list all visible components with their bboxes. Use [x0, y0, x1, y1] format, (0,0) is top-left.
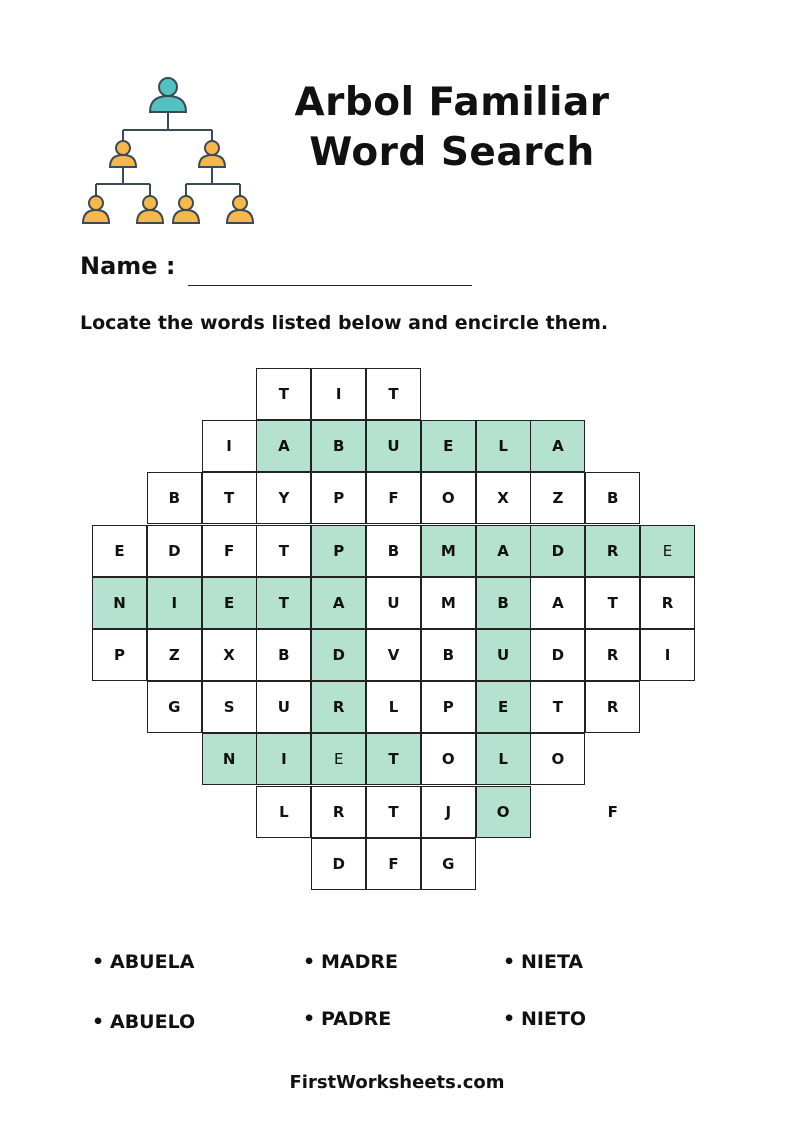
- grid-cell[interactable]: D: [147, 525, 202, 577]
- grid-cell[interactable]: E: [202, 577, 257, 629]
- grid-cell[interactable]: N: [92, 577, 147, 629]
- grid-cell[interactable]: L: [476, 420, 531, 472]
- grid-cell[interactable]: O: [530, 733, 585, 785]
- bullet-icon: •: [303, 951, 316, 973]
- grid-cell[interactable]: F: [202, 525, 257, 577]
- grid-cell[interactable]: D: [530, 525, 585, 577]
- grid-cell[interactable]: B: [256, 629, 311, 681]
- grid-cell[interactable]: L: [256, 786, 311, 838]
- grid-cell[interactable]: F: [366, 472, 421, 524]
- word-label: MADRE: [321, 951, 398, 973]
- grid-cell[interactable]: D: [311, 838, 366, 890]
- grid-cell[interactable]: T: [366, 368, 421, 420]
- grid-cell[interactable]: X: [202, 629, 257, 681]
- grid-cell[interactable]: T: [256, 368, 311, 420]
- bullet-icon: •: [503, 951, 516, 973]
- grid-cell[interactable]: A: [530, 577, 585, 629]
- bullet-icon: •: [303, 1008, 316, 1030]
- grid-cell[interactable]: A: [530, 420, 585, 472]
- grid-cell[interactable]: E: [311, 733, 366, 785]
- footer-site: FirstWorksheets.com: [289, 1072, 505, 1093]
- grid-cell[interactable]: T: [202, 472, 257, 524]
- grid-cell[interactable]: Z: [530, 472, 585, 524]
- word-list-item: [503, 951, 583, 973]
- grid-cell[interactable]: Y: [256, 472, 311, 524]
- grid-cell[interactable]: Z: [147, 629, 202, 681]
- grid-cell[interactable]: T: [530, 681, 585, 733]
- instructions: Locate the words listed below and encircle them.: [80, 312, 609, 334]
- bullet-icon: •: [503, 1008, 516, 1030]
- title-line-2: Word Search: [309, 130, 595, 175]
- grid-cell[interactable]: U: [476, 629, 531, 681]
- grid-cell[interactable]: R: [311, 786, 366, 838]
- grid-cell[interactable]: N: [202, 733, 257, 785]
- word-label: NIETA: [521, 951, 584, 973]
- grid-cell[interactable]: X: [476, 472, 531, 524]
- grid-cell[interactable]: R: [640, 577, 695, 629]
- grid-cell[interactable]: P: [92, 629, 147, 681]
- grid-stray-letter: F: [607, 802, 618, 821]
- grid-cell[interactable]: O: [421, 733, 476, 785]
- word-list-item: [92, 951, 194, 973]
- grid-cell[interactable]: G: [147, 681, 202, 733]
- grid-cell[interactable]: U: [366, 420, 421, 472]
- grid-cell[interactable]: I: [311, 368, 366, 420]
- grid-cell[interactable]: U: [366, 577, 421, 629]
- grid-cell[interactable]: F: [366, 838, 421, 890]
- grid-cell[interactable]: D: [530, 629, 585, 681]
- grid-cell[interactable]: R: [311, 681, 366, 733]
- word-list-item: [503, 1008, 586, 1030]
- bullet-icon: •: [92, 1011, 105, 1033]
- grid-cell[interactable]: A: [311, 577, 366, 629]
- grid-cell[interactable]: B: [585, 472, 640, 524]
- grid-cell[interactable]: G: [421, 838, 476, 890]
- grid-cell[interactable]: V: [366, 629, 421, 681]
- grid-cell[interactable]: P: [421, 681, 476, 733]
- grid-cell[interactable]: S: [202, 681, 257, 733]
- word-label: ABUELA: [110, 951, 195, 973]
- word-list-item: [303, 951, 398, 973]
- grid-cell[interactable]: M: [421, 525, 476, 577]
- grid-cell[interactable]: E: [421, 420, 476, 472]
- grid-cell[interactable]: I: [202, 420, 257, 472]
- grid-cell[interactable]: D: [311, 629, 366, 681]
- grid-cell[interactable]: B: [311, 420, 366, 472]
- grid-cell[interactable]: U: [256, 681, 311, 733]
- grid-cell[interactable]: O: [476, 786, 531, 838]
- grid-cell[interactable]: E: [640, 525, 695, 577]
- grid-cell[interactable]: A: [476, 525, 531, 577]
- grid-cell[interactable]: O: [421, 472, 476, 524]
- grid-cell[interactable]: M: [421, 577, 476, 629]
- word-label: PADRE: [321, 1008, 392, 1030]
- grid-cell[interactable]: P: [311, 525, 366, 577]
- grid-cell[interactable]: A: [256, 420, 311, 472]
- grid-cell[interactable]: P: [311, 472, 366, 524]
- grid-cell[interactable]: L: [366, 681, 421, 733]
- word-list-item: [92, 1011, 195, 1033]
- grid-cell[interactable]: B: [366, 525, 421, 577]
- bullet-icon: •: [92, 951, 105, 973]
- word-label: ABUELO: [110, 1011, 196, 1033]
- grid-cell[interactable]: E: [92, 525, 147, 577]
- grid-cell[interactable]: T: [256, 577, 311, 629]
- grid-cell[interactable]: I: [256, 733, 311, 785]
- title-line-1: Arbol Familiar: [294, 80, 610, 125]
- grid-cell[interactable]: T: [366, 786, 421, 838]
- grid-cell[interactable]: R: [585, 681, 640, 733]
- grid-cell[interactable]: I: [640, 629, 695, 681]
- word-label: NIETO: [521, 1008, 587, 1030]
- grid-cell[interactable]: R: [585, 525, 640, 577]
- name-label: Name :: [80, 252, 176, 280]
- grid-cell[interactable]: B: [476, 577, 531, 629]
- grid-cell[interactable]: L: [476, 733, 531, 785]
- grid-cell[interactable]: B: [147, 472, 202, 524]
- word-list-item: [303, 1008, 391, 1030]
- grid-cell[interactable]: B: [421, 629, 476, 681]
- grid-cell[interactable]: T: [366, 733, 421, 785]
- grid-cell[interactable]: T: [256, 525, 311, 577]
- grid-cell[interactable]: T: [585, 577, 640, 629]
- grid-cell[interactable]: J: [421, 786, 476, 838]
- grid-cell[interactable]: E: [476, 681, 531, 733]
- grid-cell[interactable]: I: [147, 577, 202, 629]
- grid-cell[interactable]: R: [585, 629, 640, 681]
